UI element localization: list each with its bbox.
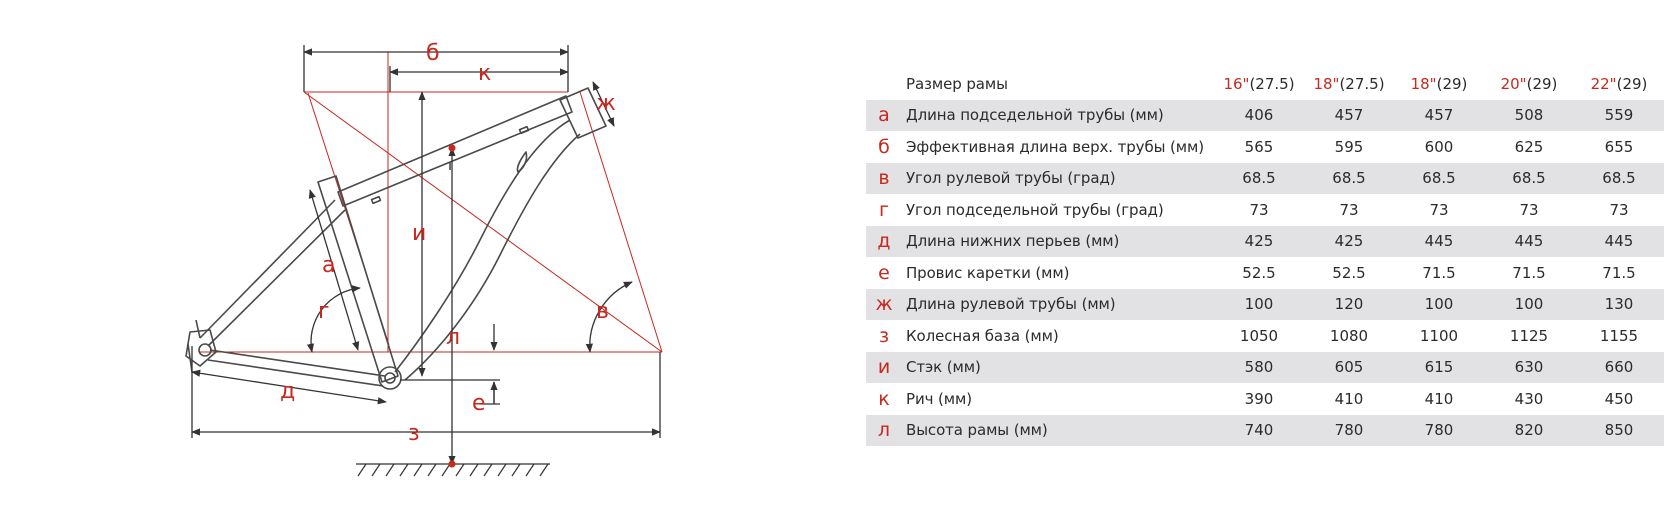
- row-param: Эффективная длина верх. трубы (мм): [906, 137, 1204, 156]
- table-row: [866, 383, 1664, 415]
- row-param: Колесная база (мм): [906, 326, 1059, 345]
- label-z: з: [408, 421, 420, 446]
- row-param: Угол рулевой трубы (град): [902, 163, 1214, 195]
- table-row: [866, 226, 1664, 258]
- bike-frame: [186, 88, 606, 389]
- table-row: [866, 163, 1664, 195]
- row-letter: а: [866, 100, 902, 132]
- row-value: 68.5: [1304, 163, 1394, 195]
- dimension-lines: [192, 45, 660, 464]
- row-value: 625: [1514, 137, 1544, 156]
- ground-point: [449, 461, 456, 468]
- row-value: 410: [1424, 389, 1454, 408]
- table-header-row: [866, 68, 1664, 100]
- table-row: [866, 289, 1664, 321]
- size-header-1: 16"(27.5): [1223, 74, 1295, 93]
- row-value: 71.5: [1512, 263, 1546, 282]
- row-value: 820: [1484, 415, 1574, 447]
- label-e: е: [472, 391, 486, 416]
- label-v: в: [596, 299, 609, 324]
- row-value: 425: [1304, 226, 1394, 258]
- row-value: 71.5: [1602, 263, 1636, 282]
- geometry-table: [866, 68, 1664, 446]
- table-row: [866, 320, 1664, 352]
- label-g: г: [318, 299, 330, 324]
- row-value: 565: [1244, 137, 1274, 156]
- row-value: 73: [1429, 200, 1449, 219]
- row-value: 1155: [1599, 326, 1639, 345]
- row-value: 445: [1484, 226, 1574, 258]
- row-value: 71.5: [1422, 263, 1456, 282]
- row-value: 1080: [1329, 326, 1369, 345]
- row-value: 559: [1574, 100, 1664, 132]
- row-value: 73: [1609, 200, 1629, 219]
- label-zh: ж: [596, 91, 616, 116]
- row-letter: ж: [866, 289, 902, 321]
- row-value: 73: [1339, 200, 1359, 219]
- row-value: 410: [1334, 389, 1364, 408]
- row-value: 52.5: [1332, 263, 1366, 282]
- row-value: 52.5: [1242, 263, 1276, 282]
- row-value: 430: [1514, 389, 1544, 408]
- row-letter: е: [878, 261, 890, 284]
- row-value: 580: [1214, 352, 1304, 384]
- label-l: л: [446, 325, 461, 350]
- top-tube-point: [449, 145, 456, 152]
- row-letter: з: [878, 324, 890, 347]
- row-value: 508: [1484, 100, 1574, 132]
- row-value: 73: [1519, 200, 1539, 219]
- row-value: 780: [1394, 415, 1484, 447]
- row-value: 600: [1424, 137, 1454, 156]
- row-letter: г: [879, 198, 889, 221]
- header-label: Размер рамы: [906, 74, 1008, 93]
- row-value: 1050: [1239, 326, 1279, 345]
- size-header-4: 20"(29): [1500, 74, 1558, 93]
- header-letter-cell: [866, 68, 902, 100]
- label-k: к: [478, 61, 492, 86]
- row-value: 1100: [1419, 326, 1459, 345]
- row-value: 457: [1304, 100, 1394, 132]
- size-header-3: 18"(29): [1410, 74, 1468, 93]
- row-value: 120: [1304, 289, 1394, 321]
- row-value: 630: [1484, 352, 1574, 384]
- row-value: 740: [1214, 415, 1304, 447]
- row-param: Длина нижних перьев (мм): [902, 226, 1214, 258]
- label-i: и: [412, 221, 427, 246]
- row-param: Длина подседельной трубы (мм): [902, 100, 1214, 132]
- table-row: [866, 131, 1664, 163]
- table-row: [866, 415, 1664, 447]
- row-value: 73: [1249, 200, 1269, 219]
- row-value: 100: [1484, 289, 1574, 321]
- table-row: [866, 257, 1664, 289]
- row-value: 100: [1394, 289, 1484, 321]
- row-value: 445: [1394, 226, 1484, 258]
- row-value: 445: [1574, 226, 1664, 258]
- row-letter: в: [866, 163, 902, 195]
- row-value: 780: [1304, 415, 1394, 447]
- table-row: [866, 194, 1664, 226]
- row-value: 450: [1604, 389, 1634, 408]
- row-letter: д: [866, 226, 902, 258]
- row-value: 850: [1574, 415, 1664, 447]
- row-value: 605: [1304, 352, 1394, 384]
- row-value: 68.5: [1574, 163, 1664, 195]
- row-param: Провис каретки (мм): [906, 263, 1070, 282]
- row-value: 1125: [1509, 326, 1549, 345]
- row-value: 100: [1214, 289, 1304, 321]
- row-letter: и: [866, 352, 902, 384]
- row-value: 68.5: [1214, 163, 1304, 195]
- row-letter: л: [866, 415, 902, 447]
- row-value: 457: [1394, 100, 1484, 132]
- size-header-2: 18"(27.5): [1313, 74, 1385, 93]
- label-a: а: [322, 253, 336, 278]
- row-value: 655: [1604, 137, 1634, 156]
- row-value: 595: [1334, 137, 1364, 156]
- size-header-5: 22"(29): [1590, 74, 1648, 93]
- table-row: [866, 100, 1664, 132]
- label-b: б: [426, 41, 440, 66]
- row-value: 68.5: [1394, 163, 1484, 195]
- row-value: 615: [1394, 352, 1484, 384]
- row-value: 425: [1214, 226, 1304, 258]
- row-value: 660: [1574, 352, 1664, 384]
- row-letter: б: [878, 135, 890, 158]
- row-param: Угол подседельной трубы (град): [906, 200, 1164, 219]
- row-value: 130: [1574, 289, 1664, 321]
- row-letter: к: [878, 387, 890, 410]
- row-param: Рич (мм): [906, 389, 972, 408]
- table-row: [866, 352, 1664, 384]
- row-param: Стэк (мм): [902, 352, 1214, 384]
- label-d: д: [280, 379, 296, 404]
- row-value: 390: [1244, 389, 1274, 408]
- row-param: Высота рамы (мм): [902, 415, 1214, 447]
- row-param: Длина рулевой трубы (мм): [902, 289, 1214, 321]
- row-value: 68.5: [1484, 163, 1574, 195]
- row-value: 406: [1214, 100, 1304, 132]
